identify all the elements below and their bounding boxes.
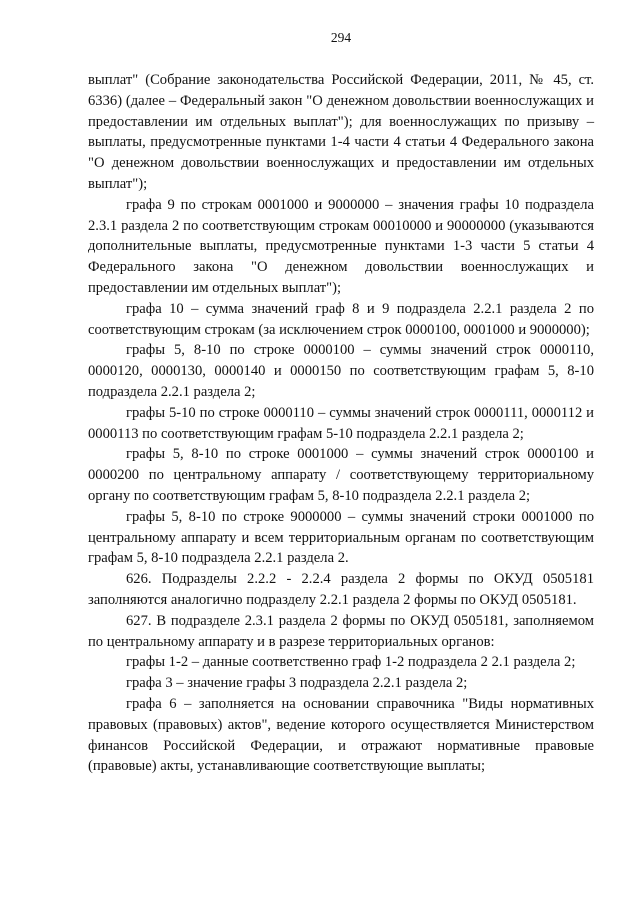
paragraph-row-0001000: графы 5, 8-10 по строке 0001000 – суммы значений строк 0000100 и 0000200 по центральному аппарату / соответствующему территориальному органу по соответствующим графам 5, 8-10 подраздела 2.2.1 раздела 2; xyxy=(88,446,594,504)
paragraph-item-626: 626. Подразделы 2.2.2 - 2.2.4 раздела 2 формы по ОКУД 0505181 заполняются аналогично подразделу 2.2.1 раздела 2 формы по ОКУД 0505181. xyxy=(88,571,594,608)
paragraph-columns-1-2: графы 1-2 – данные соответственно граф 1-2 подраздела 2 2.1 раздела 2; xyxy=(126,654,576,671)
paragraph-column-6: графа 6 – заполняется на основании справочника "Виды нормативных правовых (правовых) актов", ведение которого осуществляется Министерством финансов Российской Федерации, и отражают нормативные правовые (правовые) акты, устанавливающие соответствующие выплаты; xyxy=(88,695,594,775)
paragraph-item-627: 627. В подразделе 2.3.1 раздела 2 формы по ОКУД 0505181, заполняемом по центральному аппарату и в разрезе территориальных органов: xyxy=(88,612,594,650)
page-number: 294 xyxy=(330,30,352,45)
paragraph-row-0000100: графы 5, 8-10 по строке 0000100 – суммы значений строк 0000110, 0000120, 0000130, 0000140 и 0000150 по соответствующим графам 5, 8-10 подраздела 2.2.1 раздела 2; xyxy=(88,342,594,400)
paragraph-column-3: графа 3 – значение графы 3 подраздела 2.2.1 раздела 2; xyxy=(126,675,468,692)
paragraph-column-9: графа 9 по строкам 0001000 и 9000000 – значения графы 10 подраздела 2.3.1 раздела 2 по соответствующим строкам 00010000 и 90000000 (указываются дополнительные выплаты, предусмотренные пунктами 1-3 части 5 статьи 4 Федерального закона "О денежном довольствии военнослужащих и предоставлении им отдельных выплат"); xyxy=(88,196,594,296)
paragraph-continuation: выплат" (Собрание законодательства Российской Федерации, 2011, № 45, ст. 6336) (далее – Федеральный закон "О денежном довольствии военнослужащих и предоставлении им отдельных выплат"); для военнослужащих по призыву – выплаты, предусмотренные пунктами 1-4 части 4 статьи 4 Федерального закона "О денежном довольствии военнослужащих и предоставлении им отдельных выплат"); xyxy=(88,72,594,192)
paragraph-row-9000000: графы 5, 8-10 по строке 9000000 – суммы значений строки 0001000 по центральному аппарату и всем территориальным органам по соответствующим графам 5, 8-10 подраздела 2.2.1 раздела 2. xyxy=(88,508,594,567)
paragraph-column-10: графа 10 – сумма значений граф 8 и 9 подраздела 2.2.1 раздела 2 по соответствующим строкам (за исключением строк 0000100, 0001000 и 9000000); xyxy=(88,300,594,338)
paragraph-row-0000110: графы 5-10 по строке 0000110 – суммы значений строк 0000111, 0000112 и 0000113 по соответствующим графам 5-10 подраздела 2.2.1 раздела 2; xyxy=(88,404,594,442)
